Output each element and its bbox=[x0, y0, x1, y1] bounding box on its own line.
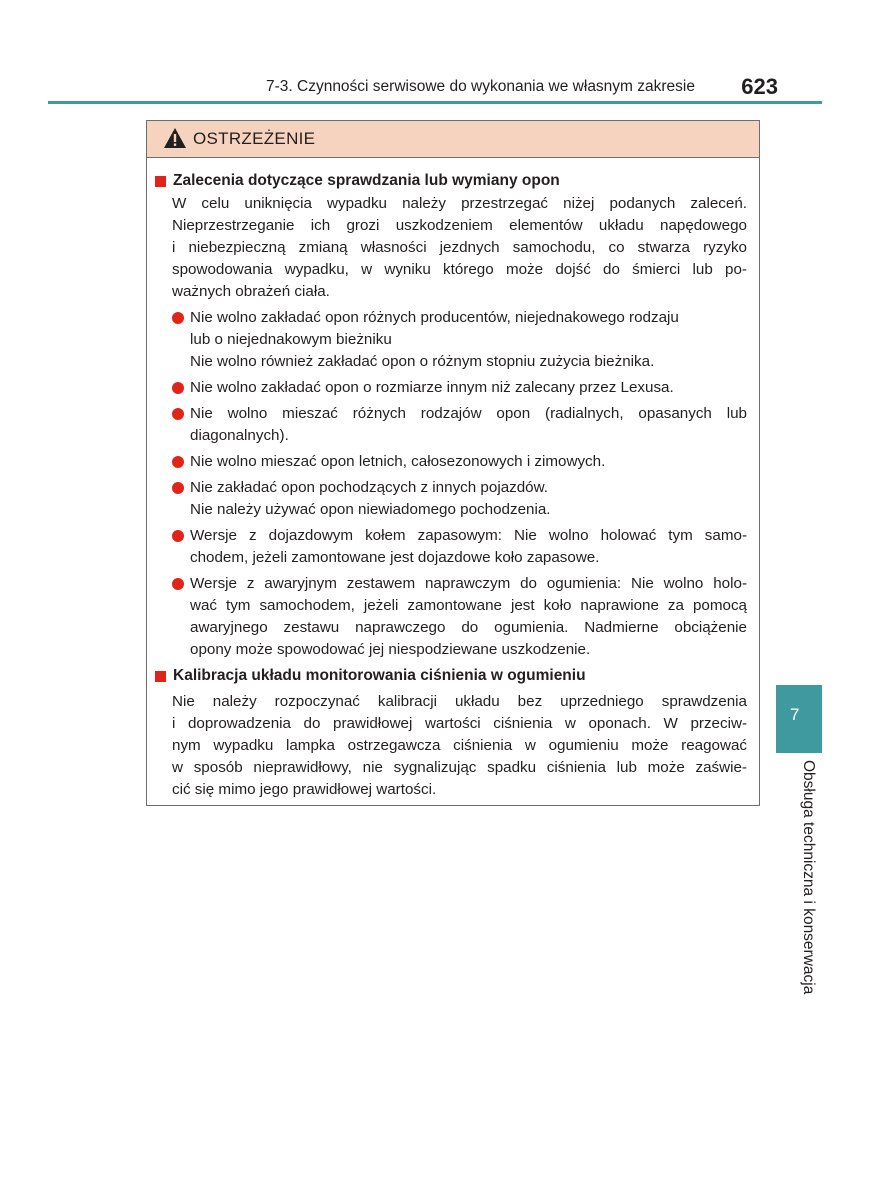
list-item bbox=[155, 403, 747, 447]
text-line: awaryjnego zestawu naprawczego do ogumienia. Nadmierne obciążenie bbox=[190, 619, 747, 636]
warning-body bbox=[147, 158, 759, 801]
text-line: Nie wolno zakładać opon różnych producentów, niejednakowego rodzaju bbox=[190, 309, 679, 326]
round-bullet-icon bbox=[172, 408, 184, 420]
running-header: 7-3. Czynności serwisowe do wykonania we własnym zakresie bbox=[265, 78, 695, 95]
warning-title: OSTRZEŻENIE bbox=[193, 129, 316, 148]
round-bullet-icon bbox=[172, 530, 184, 542]
text-line: W celu uniknięcia wypadku należy przestrzegać niżej podanych zaleceń. bbox=[172, 195, 747, 212]
header-rule bbox=[48, 101, 822, 104]
round-bullet-icon bbox=[172, 578, 184, 590]
square-bullet-icon bbox=[155, 671, 166, 682]
list-item bbox=[155, 573, 747, 661]
text-line: Nie należy używać opon niewiadomego pochodzenia. bbox=[190, 501, 551, 518]
text-line: lub o niejednakowym bieżniku bbox=[190, 331, 392, 348]
chapter-label: Obsługa techniczna i konserwacja bbox=[800, 760, 817, 995]
text-line: Nie należy rozpoczynać kalibracji układu bez uprzedniego sprawdzenia bbox=[172, 693, 747, 710]
square-bullet-icon bbox=[155, 176, 166, 187]
text-line: Wersje z awaryjnym zestawem naprawczym do ogumienia: Nie wolno holo- bbox=[190, 575, 747, 592]
round-bullet-icon bbox=[172, 456, 184, 468]
tpms-paragraph bbox=[172, 691, 747, 801]
section-heading-tires bbox=[155, 170, 747, 192]
section-heading-text: Kalibracja układu monitorowania ciśnienia w ogumieniu bbox=[173, 667, 586, 684]
list-item bbox=[155, 525, 747, 569]
round-bullet-icon bbox=[172, 382, 184, 394]
text-line: nym wypadku lampka ostrzegawcza ciśnienia w ogumieniu może reagować bbox=[172, 737, 747, 754]
tire-rules-list bbox=[155, 307, 747, 661]
text-line: i niebezpieczną zmianą własności jezdnych samochodu, co stwarza ryzyko bbox=[172, 239, 747, 256]
text-line: opony może spowodować jej niespodziewane uszkodzenie. bbox=[190, 641, 591, 658]
text-line: Nie wolno mieszać opon letnich, całosezonowych i zimowych. bbox=[190, 453, 606, 470]
text-line: i doprowadzenia do prawidłowej wartości ciśnienia w oponach. W przeciw- bbox=[172, 715, 747, 732]
text-line: Nieprzestrzeganie ich grozi uszkodzeniem elementów układu napędowego bbox=[172, 217, 747, 234]
warning-box bbox=[146, 120, 760, 806]
list-item bbox=[155, 307, 747, 373]
list-item bbox=[155, 377, 747, 399]
text-line: Nie wolno również zakładać opon o różnym stopniu zużycia bieżnika. bbox=[190, 353, 655, 370]
warning-triangle-icon bbox=[163, 127, 187, 149]
text-line: Nie wolno zakładać opon o rozmiarze innym niż zalecany przez Lexusa. bbox=[190, 379, 674, 396]
warning-header bbox=[147, 121, 759, 158]
text-line: spowodowania wypadku, w wyniku którego może dojść do śmierci lub po- bbox=[172, 261, 747, 278]
text-line: Wersje z dojazdowym kołem zapasowym: Nie wolno holować tym samo- bbox=[190, 527, 747, 544]
text-line: ważnych obrażeń ciała. bbox=[172, 283, 330, 300]
chapter-tab bbox=[776, 685, 822, 753]
section-heading-text: Zalecenia dotyczące sprawdzania lub wymiany opon bbox=[173, 172, 560, 189]
chapter-number: 7 bbox=[790, 705, 800, 724]
intro-paragraph bbox=[172, 193, 747, 303]
text-line: w sposób nieprawidłowy, nie sygnalizując spadku ciśnienia lub może zaświe- bbox=[172, 759, 747, 776]
page-number: 623 bbox=[741, 74, 778, 99]
section-heading-tpms bbox=[155, 665, 747, 687]
text-line: diagonalnych). bbox=[190, 427, 289, 444]
text-line: chodem, jeżeli zamontowane jest dojazdowe koło zapasowe. bbox=[190, 549, 600, 566]
list-item bbox=[155, 477, 747, 521]
text-line: Nie zakładać opon pochodzących z innych pojazdów. bbox=[190, 479, 548, 496]
text-line: cić się mimo jego prawidłowej wartości. bbox=[172, 781, 437, 798]
list-item bbox=[155, 451, 747, 473]
round-bullet-icon bbox=[172, 482, 184, 494]
text-line: Nie wolno mieszać różnych rodzajów opon (radialnych, opasanych lub bbox=[190, 405, 747, 422]
text-line: wać tym samochodem, jeżeli zamontowane jest koło naprawione za pomocą bbox=[190, 597, 747, 614]
round-bullet-icon bbox=[172, 312, 184, 324]
